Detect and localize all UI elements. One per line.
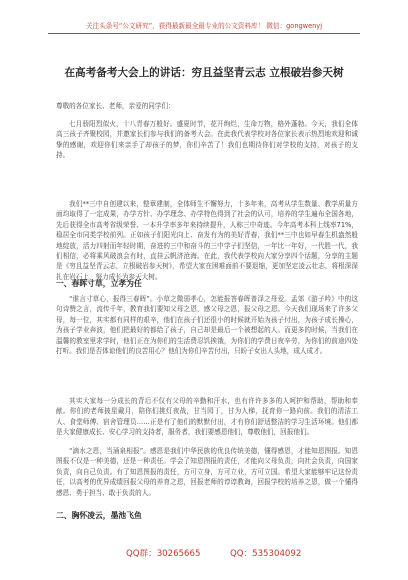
- paragraph-school-intro: 我们**三中自创建以来，整章建制，全体师生不懈努力，十多年来，高考从学生数量、教学质量方面均取得了一定成果，办学方针、办学理念、办学特色得到了社会的认可，培养的学生遍布全国各地，先后获得全市高考省级荣誉、一本升学率多年来持续提升，人称三中奇迹。今年高考本科上线率71%，稳居全市同类学校前列。正如孩子们阳光向上、奋发有为的美好青春，我们**三中也如早春生机盎然般地绽放，活力四射而年轻时期，奋进的三中和奋斗的三中学子们坚信，一年比一年好，一代胜一代，我们相信，必将乘风破浪会有时，直挂云帆济沧海。在此，我代表学校向大家分享四个话题，分享的主题是《穷且益坚青云志，立根破岩参天树》，希望大家在困难面前不要退缩，更加坚定凌云壮志，将根深深扎在岩石上，努力成长为参天大树。: [56, 200, 358, 281]
- salutation: 尊敬的各位家长、老师，亲爱的同学们：: [56, 102, 175, 110]
- section-heading-2: 二、胸怀凌云，墨池飞鱼: [56, 511, 142, 520]
- paragraph-opening: 七月骄阳烈似火，十八青春万般好。盛夏时节，花开绚烂，生命万物，格外蓬勃。今天，我们全体高三孩子齐聚校园，并邀家长们参与我们的备考大会。在此我代表学校对各位家长表示热烈地欢迎和诚挚的感谢，欢迎你们来亲手了却孩子的梦，你们辛苦了！我们也期待你们对学校的支持，对孩子的支持。: [56, 120, 358, 160]
- section-heading-1: 一、春晖寸草，立孝为任: [56, 279, 142, 288]
- header-divider: [48, 33, 360, 34]
- footer-qq-group: QQ群：30265665: [126, 549, 201, 559]
- footer-qq-contact: QQ：535304092: [230, 549, 302, 559]
- paragraph-gratitude-teachers: 其实大家每一分成长的背后不仅有父母的辛勤和汗水，也有许许多多的人呵护和帮助，帮助和奉献。你们的老师披星戴月，陪你们挑灯夜战，甘当园丁，甘为人梯，抚育你一路向前。我们的清洁工人、食堂师傅、宿舍管理员……正是有了他们的默默付出，才有你们舒适整洁的学习生活环境。他们都是大家健康成长、安心学习的支持者，服务者，我们要感恩他们，尊敬他们，回报他们。: [56, 397, 358, 437]
- paragraph-gratitude-responsibility: “滴水之恩，当涌泉相报”。感恩是我们中华民族的优良传统美德，懂得感恩，才能知恩图报。知恩图报不仅是一种美德，还是一种责任。学会了知恩图报的责任，才能向父母负责，向社会负责，向国家负责，向自己负责。有了知恩图报的责任，方可立身，方可立业，方可立国。希望大家能够牢记这份责任，以高考的优异成绩回报父母的养育之恩，回报老师的谆谆教诲，回报学校的培养之恩，做一个懂得感恩、勇于担当、敢于负责的人。: [56, 447, 358, 497]
- footer: [0, 548, 408, 560]
- paragraph-gratitude-parents: “谁言寸草心，报得三春晖”。小草之微弱孝心，怎能报答春晖普泽之母爱。孟郊《游子吟》中的这句诗赞之言，流传千年，教育我们要知父母之恩，感父母之恩，报父母之恩。今天我们现场来了许多父母，每一位，其实都有同样的艰辛，他们在孩子们还很小的时候就开始为孩子付出，为孩子成长操心，为孩子学业奔波，他们把最好的都给了孩子，自己却是最后一个被想起的人。而更多的时候，当我们在温馨的教室里求学时，他们正在为你们的生活费忍饥挨饿，为你们的学费日夜辛劳，为你们的前途四处打听。我们是否体谅他们的良苦用心？他们为你们辛苦付出，只盼子女出人头地，成人成才。: [56, 295, 358, 356]
- header-banner: 关注头条号“公文研究”，获得最新最全最专业的公文资料库！ 微信：gongwenyj: [85, 22, 323, 30]
- document-title: 在高考备考大会上的讲话：穷且益坚青云志 立根破岩参天树: [64, 67, 344, 79]
